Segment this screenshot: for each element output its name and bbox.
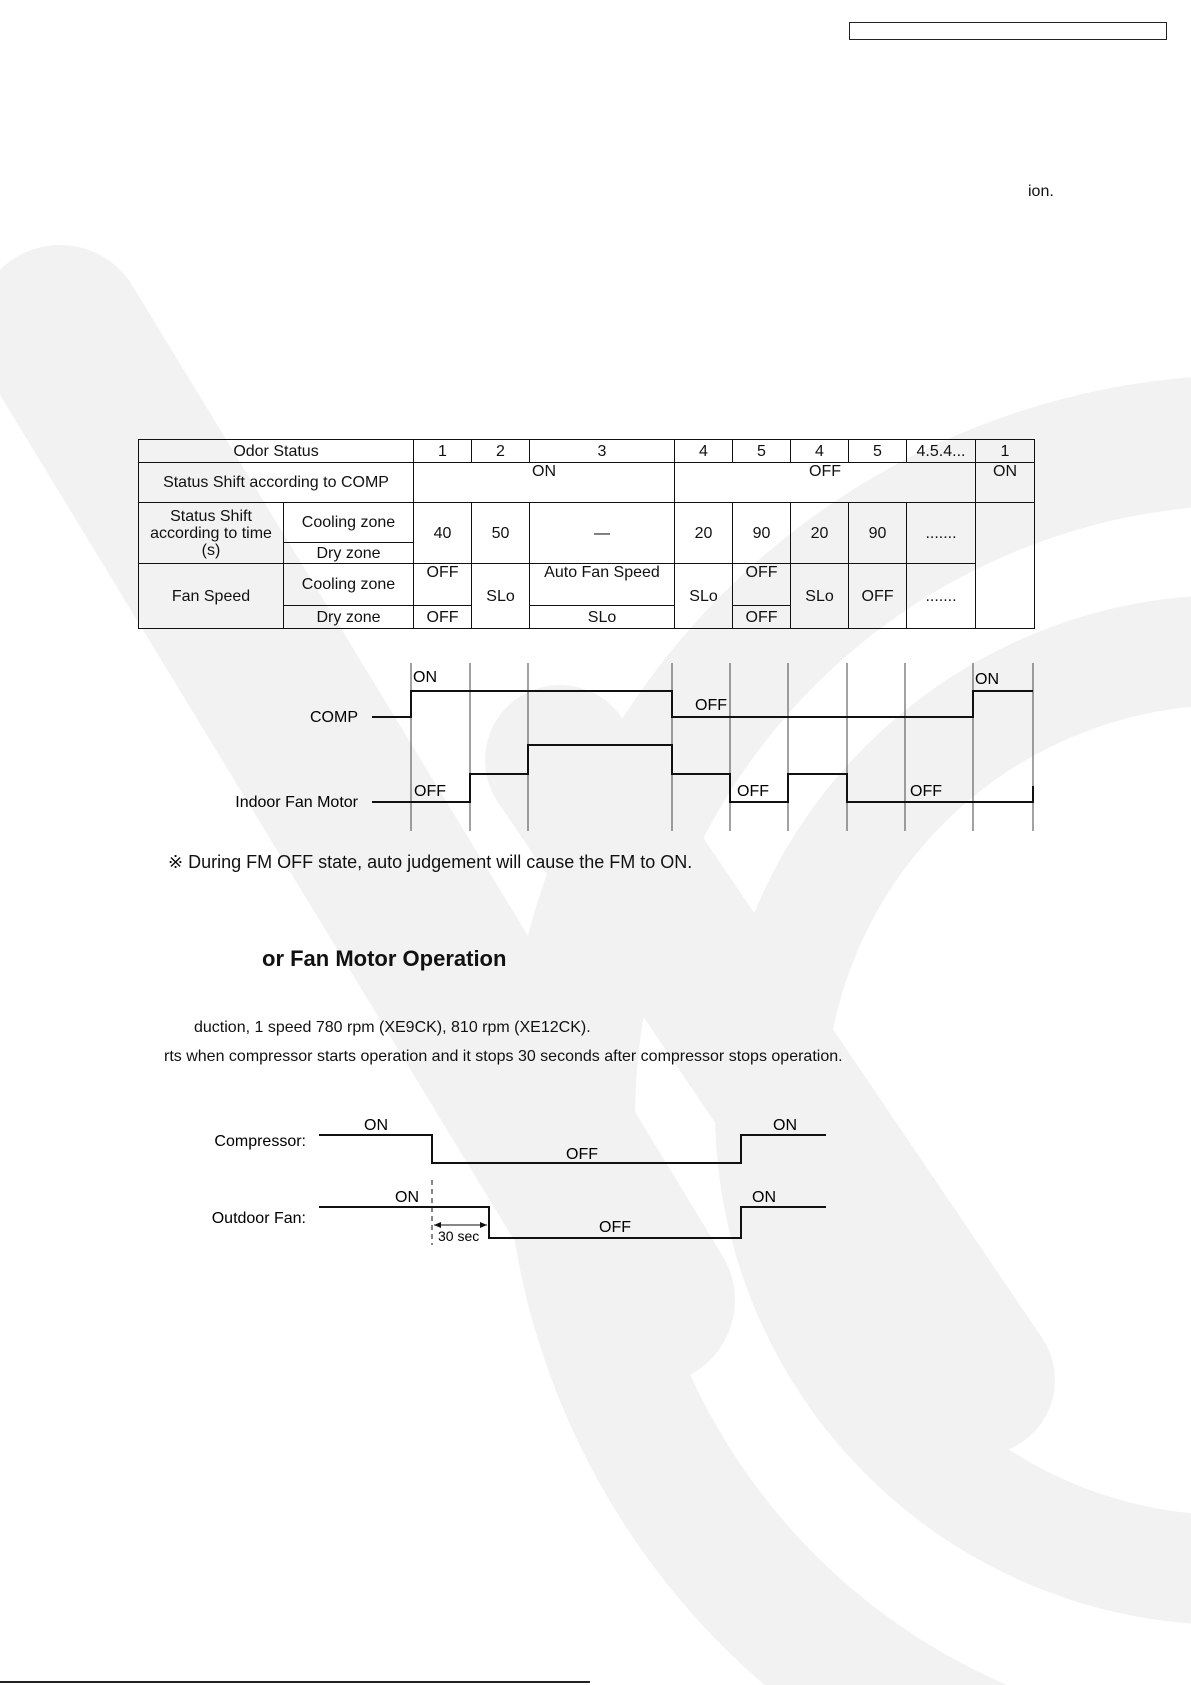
table-cell: 20 — [791, 503, 849, 564]
table-cell: OFF — [414, 606, 472, 629]
outdoor-timing-diagram — [0, 1105, 1191, 1255]
indoor-timing-diagram — [0, 655, 1191, 835]
table-cell: 50 — [472, 503, 530, 564]
compressor-off-label: OFF — [566, 1146, 598, 1163]
footer-rule — [0, 1681, 590, 1683]
table-row — [139, 440, 1035, 463]
fan-off-label: OFF — [414, 783, 446, 800]
table-cell: ....... — [907, 503, 976, 564]
fan-on-label: ON — [752, 1189, 776, 1206]
table-cell: SLo — [530, 606, 675, 629]
comp-label: COMP — [310, 709, 358, 726]
table-row — [139, 564, 1035, 606]
table-cell: — — [530, 503, 675, 564]
table-cell: 90 — [733, 503, 791, 564]
table-cell: 5 — [849, 440, 907, 463]
table-cell: ....... — [907, 564, 976, 629]
table-cell: 4.5.4... — [907, 440, 976, 463]
fm-off-note: ※ During FM OFF state, auto judgement will cause the FM to ON. — [168, 852, 693, 872]
table-cell: Cooling zone — [284, 503, 414, 543]
table-cell: Status Shift according to time (s) — [139, 503, 284, 564]
table-cell: SLo — [791, 564, 849, 629]
odor-status-table — [138, 439, 1035, 629]
table-cell: 4 — [675, 440, 733, 463]
compressor-on-label: ON — [773, 1117, 797, 1134]
timing-gridlines — [411, 663, 1033, 831]
table-row — [139, 463, 1035, 503]
header-box — [849, 22, 1167, 40]
comp-on2-label: ON — [975, 671, 999, 688]
fan-off-label: OFF — [910, 783, 942, 800]
indoor-fan-label: Indoor Fan Motor — [235, 794, 358, 811]
table-cell: Fan Speed — [139, 564, 284, 629]
table-cell: Dry zone — [284, 606, 414, 629]
text-fragment-top: ion. — [1028, 183, 1054, 200]
outdoor-fan-signal-line — [319, 1207, 826, 1238]
body-text-line: duction, 1 speed 780 rpm (XE9CK), 810 rpm (XE12CK). — [194, 1019, 591, 1036]
table-cell: 1 — [414, 440, 472, 463]
table-cell: 3 — [530, 440, 675, 463]
table-cell: Status Shift according to COMP — [139, 463, 414, 503]
table-cell: Odor Status — [139, 440, 414, 463]
table-cell: OFF — [733, 606, 791, 629]
table-cell: Cooling zone — [284, 564, 414, 606]
table-cell: OFF — [675, 463, 976, 503]
fan-off-label: OFF — [737, 783, 769, 800]
section-heading: or Fan Motor Operation — [262, 946, 507, 971]
comp-off-label: OFF — [695, 697, 727, 714]
fan-on-label: ON — [395, 1189, 419, 1206]
table-cell — [976, 503, 1035, 629]
table-cell: ON — [414, 463, 675, 503]
table-cell: 1 — [976, 440, 1035, 463]
table-cell: OFF — [733, 564, 791, 606]
table-cell: 40 — [414, 503, 472, 564]
outdoor-fan-label: Outdoor Fan: — [211, 1210, 306, 1227]
fan-off-label: OFF — [599, 1219, 631, 1236]
table-cell: OFF — [849, 564, 907, 629]
table-cell: OFF — [414, 564, 472, 606]
comp-on-label: ON — [413, 669, 437, 686]
compressor-on-label: ON — [364, 1117, 388, 1134]
table-cell: SLo — [472, 564, 530, 629]
table-row — [139, 503, 1035, 543]
delay-arrow-head — [480, 1222, 487, 1228]
table-cell: Dry zone — [284, 543, 414, 564]
delay-label: 30 sec — [438, 1228, 480, 1244]
table-cell: SLo — [675, 564, 733, 629]
compressor-label: Compressor: — [214, 1133, 306, 1150]
table-cell: 4 — [791, 440, 849, 463]
table-cell: 5 — [733, 440, 791, 463]
table-cell: 2 — [472, 440, 530, 463]
table-cell: ON — [976, 463, 1035, 503]
table-cell: 90 — [849, 503, 907, 564]
table-cell: 20 — [675, 503, 733, 564]
table-cell: Auto Fan Speed — [530, 564, 675, 606]
body-text-line: rts when compressor starts operation and it stops 30 seconds after compressor stops operation. — [164, 1048, 843, 1065]
